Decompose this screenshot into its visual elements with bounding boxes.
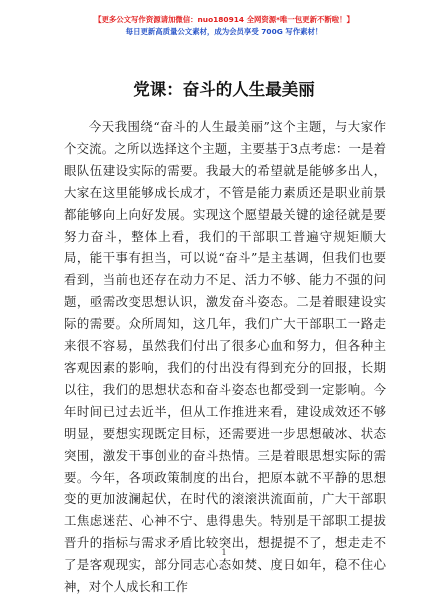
page-number: 1 <box>221 548 227 557</box>
document-title: 党课：奋斗的人生最美丽 <box>133 80 315 99</box>
header-promo-line-2: 每日更新高质量公文素材，成为会员享受 700G 写作素材！ <box>125 27 323 36</box>
body-paragraph: 今天我围绕“奋斗的人生最美丽”这个主题，与大家作个交流。之所以选择这个主题，主要基于3点考虑：一是着眼队伍建设实际的需要。我最大的希望就是能够多出人，大家在这里能够成长成才，不管是能力素质还是职业前景都能够向上向好发展。实现这个愿望最关键的途径就是要努力奋斗，整体上看，我们的干部职工普遍守规矩顺大局，能干事有担当，可以说“奋斗”是主基调，但我们也要看到，当前也还存在动力不足、活力不够、能力不强的问题，亟需改变思想认识，激发奋斗姿态。二是着眼建设实际的需要。众所周知，这几年，我们广大干部职工一路走来很不容易，虽然我们付出了很多心血和努力，但各种主客观因素的影响，我们的付出没有得到充分的回报，长期以往，我们的思想状态和奋斗姿态也都受到一定影响。今年时间已过去近半，但从工作推进来看，建设成效还不够明显，要想实现既定目标，还需要进一步思想破冰、状态突围，激发干事创业的奋斗热情。三是着眼思想实际的需要。今年，各项政策制度的出台，把原本就不平静的思想变的更加波澜起伏，在时代的滚滚洪流面前，广大干部职工焦虑迷茫、心神不宁、患得患失。特别是干部职工提拔晋升的指标与需求矛盾比较突出，想提提不了，想走走不了是客观现实，部分同志心态如焚、度日如年，稳不住心神，对个人成长和工作 <box>64 119 386 595</box>
header-promo-line-1: 【更多公文写作资源请加微信：nuo180914 全网资源*唯一包更新不断啦！】 <box>94 15 354 24</box>
header-promo-note <box>0 14 448 38</box>
